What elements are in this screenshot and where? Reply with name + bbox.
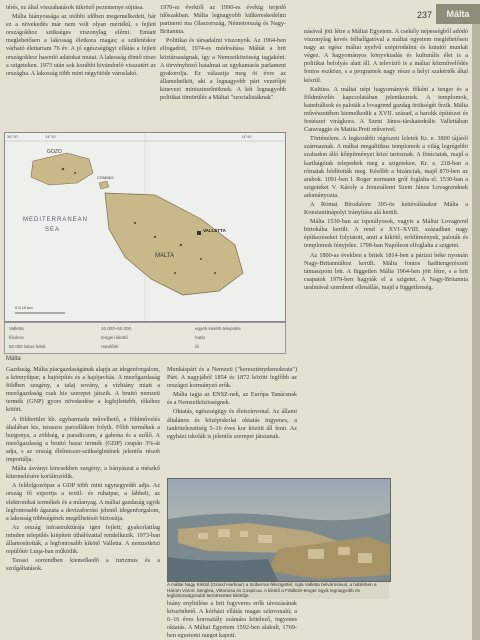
map-lon-right-label: 14°40' — [241, 134, 253, 139]
island-label-gozo: GOZO — [47, 149, 62, 155]
paragraph: Málta 1530-ban az ispotályosok, vagyis a Máltai Lovagrend birtokába került. A rend a XVI–XVIII. században nagy építkezéseket folytatott, amit a kikötő, erődítmények, paloták és templomok fényjelez. 1798-ban Napóleon elfoglalta a szigetet. — [304, 218, 468, 250]
legend-item: 10 000–50 000 — [101, 326, 132, 331]
lower-mid-column — [167, 366, 297, 476]
page-number: 237 — [416, 10, 432, 20]
legend-item: egyéb kisebb település — [195, 326, 241, 331]
malta-map — [4, 132, 286, 322]
paragraph: Politikai és társadalmi viszonyok. Az 1964-ben elfogadott, 1974-es módosítása Máltát a brit köztársaságnak, így a Nemzetközösség tagjaként. A törvényhozó hatalmat az egykamarás parlament gyakorolja. Ez választja meg öt évre az államelnököt, aki a legnagyobb párt vezetőjét kinevezi miniszterelnöknek. A két legnagyobb politikai tömörülés a Máltai "szocialistáknak" — [160, 37, 286, 102]
island-label-malta: MALTA — [155, 253, 175, 259]
scale-label: 0 5 10 km — [15, 305, 33, 310]
side-strip — [472, 24, 480, 640]
paragraph: Kultúra. A máltai népi hagyományok főként a tenger és a földművelés kapcsolatában jelentkeznek. A templomok, katedrálisok és paloták a lovagrend gazdag örökségét őrzik. Málta művészetében kiemelkedik a XVII. század, a barokk építészet és festészet virágkora. A Szent János-társkatedrális Vallettában Caravaggio és Mattia Preti műveivel. — [304, 85, 468, 134]
paragraph: Málta tagja az ENSZ-nek, az Európa Tanácsnak és a Nemzetközösségnek. — [167, 391, 297, 407]
map-lon-left-label: 14°10' — [45, 134, 57, 139]
capital-label: VALLETTA — [203, 228, 226, 233]
lower-mid-continuation — [167, 600, 297, 638]
map-caption: Málta — [6, 356, 21, 362]
sea-label-2: SEA — [45, 227, 61, 233]
paragraph: 1970-es évektől az 1990-es évekig terjedő időszakban. Málta legnagyobb külkereskedelmi partnerei ma Olaszország, Németország és Nagy-Britannia. — [160, 4, 286, 36]
paragraph: A feldolgozóipar a GDP több mint egynegyedét adja. Az ország fő exportja a textil- és ruhaipar, a lábbeli, az elektronikai termékek és a műanyag. A máltai gazdaság egyik legfontosabb ágazata a devizaforrást jelentő idegenforgalom, a lakosság többségének megélhetését biztosítja. — [6, 482, 160, 522]
legend-item: határ — [195, 335, 206, 340]
paragraph: Málta hiányossága az utóbbi időben megemelkedett, bár ez a növekedés már nem volt olyan mértékű, s fejlett országokhoz szükséges viszonylag elérni. Emiatt meglehetősen a lakosság életkora magas; a születéskor várható élettartam 76 év. A jó egészségügyi ellátás a fejlett országokhoz hasonló adatokat mutat. A lakosság döntő része a szigeteken. 1973 után sok korábbi kivándorló visszatért az országba. A lakosság több mint négyötöde városlakó. — [6, 13, 156, 77]
photo-caption: A máltai Nagy Kikötő (Grand Harbour) a Sciberras-félszigettel, rajta Valletta belvárosával, a háttérben a Három Város: Senglea, Vittoriosa és Cospicua. A kikötő a Földközi-tenger egyik legnagyobb és legbiztonságosabb természetes kikötője. — [167, 582, 389, 599]
paragraph: A földterület kb. egyharmada művelhető, a földművelés általában kis, teraszos parcellákon folyik. Főbb termékek a burgonya, a zöldség, a paradicsom, a gabona és a szőlő. A mezőgazdaság a bruttó hazai termék (GDP) csupán 3%-át adja, s az ország élelmiszer-szükségletének jelentős részét importálja. — [6, 415, 160, 464]
lower-left-column — [6, 366, 160, 634]
paragraph: Történelem. A legkorábbi régészeti leletek Kr. e. 3800 tájáról származnak. A máltai megalitikus templomok a világ legrégebbi szabadon álló kőépítményei közé tartoznak. A föníciaiak, majd a karthágóiak telepedtek meg a szigeteken. Kr. e. 218-ban a rómaiak hódították meg. Később a bizánciak, majd 870-ben az arabok. 1091-ben I. Roger normann gróf foglalta el. 1530-ban a szigeteket V. Károly a Jeruzsálemi Szent János Lovagrendnek adományozta. — [304, 135, 468, 199]
paragraph: násával jött létre a Máltai Egyetem. A csekély népességből adódó viszonylag kevés felhallgatóval a máltai egyetem meglehetősen nagy az egész máltai nyelvű szépirodalmi és kutatói munkát végez. A hagyományos könyvkiadás és kulturális élet is a politikai befolyás alatt áll. A televízió is a máltai közművelődés fontos eszköze, s a programok nagy része a helyi szakértők által készül. — [304, 28, 468, 84]
paragraph: Tavasi sorrendben kiemelkedő a turizmus és a szolgáltatások. — [6, 557, 160, 573]
legend-item: 50 000 lakos felett — [9, 344, 46, 349]
island-label-comino: COMINO — [97, 175, 114, 180]
legend-item: Valletta — [9, 326, 24, 331]
map-lat-label: 36°10' — [7, 134, 19, 139]
paragraph: hiány enyhülése a brit fegyveres erők távozásának köszönhető. A kórházi ellátás magas színvonalú; a 6–16 éves korosztály számára kötelező, ingyenes oktatás. A Máltai Egyetem 1592-ben alakult, 1769-ben egyetemi rangot kapott. — [167, 600, 297, 638]
legend-item: főváros — [9, 335, 24, 340]
paragraph: Málta ásványi kincsekben szegény; a bányászat a mészkő kitermelésére korlátozódik. — [6, 465, 160, 481]
paragraph: Gazdaság. Málta piacgazdaságának alapja az idegenforgalom, a könnyűipar, a hajóépítés és a hajójavítás. A mezőgazdaság földben szegény, a talaj sovány, a vízhiány miatt a mezőgazdaság csak kis szerepet játszik. A bruttó nemzeti termék (GNP) gyors növekedése a legfejlettebb, tőkéhez kötött. — [6, 366, 160, 414]
paragraph: térés, ez által visszahatások tükröző pezemenye sújtása. — [6, 4, 144, 11]
sea-label: MEDITERRANEAN — [23, 217, 89, 223]
legend-item: út — [195, 344, 199, 349]
top-mid-column — [160, 4, 286, 128]
map-legend — [4, 322, 286, 354]
paragraph: Munkáspárt és a Nemzeti ("kereszténydemokrata") Párt. A nagyjából 1854 és 1872 között legfőbb az országot kormányzó erők. — [167, 366, 297, 390]
paragraph: A Római Birodalom 395-ös kettéválásakor Málta a Konstantinápolyi irányítása alá került. — [304, 200, 468, 217]
section-tab: Málta — [436, 4, 480, 24]
paragraph: Az 1800-as években a britek 1814-ben a párizsi béke nyomán Nagy-Britanniához került. Málta fontos haditengerészeti támaszpont lett. A független Málta 1964-ben jött létre, s a brit csapatok 1979-ben hagyták el a szigetet. A Nagy-Britannia uralmával szembeni ellenállás, majd a függetlenség. — [304, 251, 468, 291]
paragraph: Az ország infrastruktúrája igen fejlett; gyakorlatilag minden település kiépített úthálózattal rendelkezik. 1973-ban államosították, a legfontosabb kikötő Valletta. A nemzetközi repülőtér Luqa-ban működik. — [6, 523, 160, 556]
legend-item: repülőtér — [101, 344, 119, 349]
valletta-harbour-photo — [167, 478, 391, 582]
top-left-column — [6, 4, 156, 128]
paragraph: Oktatás, egészségügy és életszínvonal. Az állami általános és középiskolai oktatás ingyenes, a tankötelezettség 5–16 éves kor között áll fenn. Az egyházi iskolák is jelentős szerepet játszanak. — [167, 408, 297, 440]
legend-item: tengeri kikötő — [101, 335, 128, 340]
